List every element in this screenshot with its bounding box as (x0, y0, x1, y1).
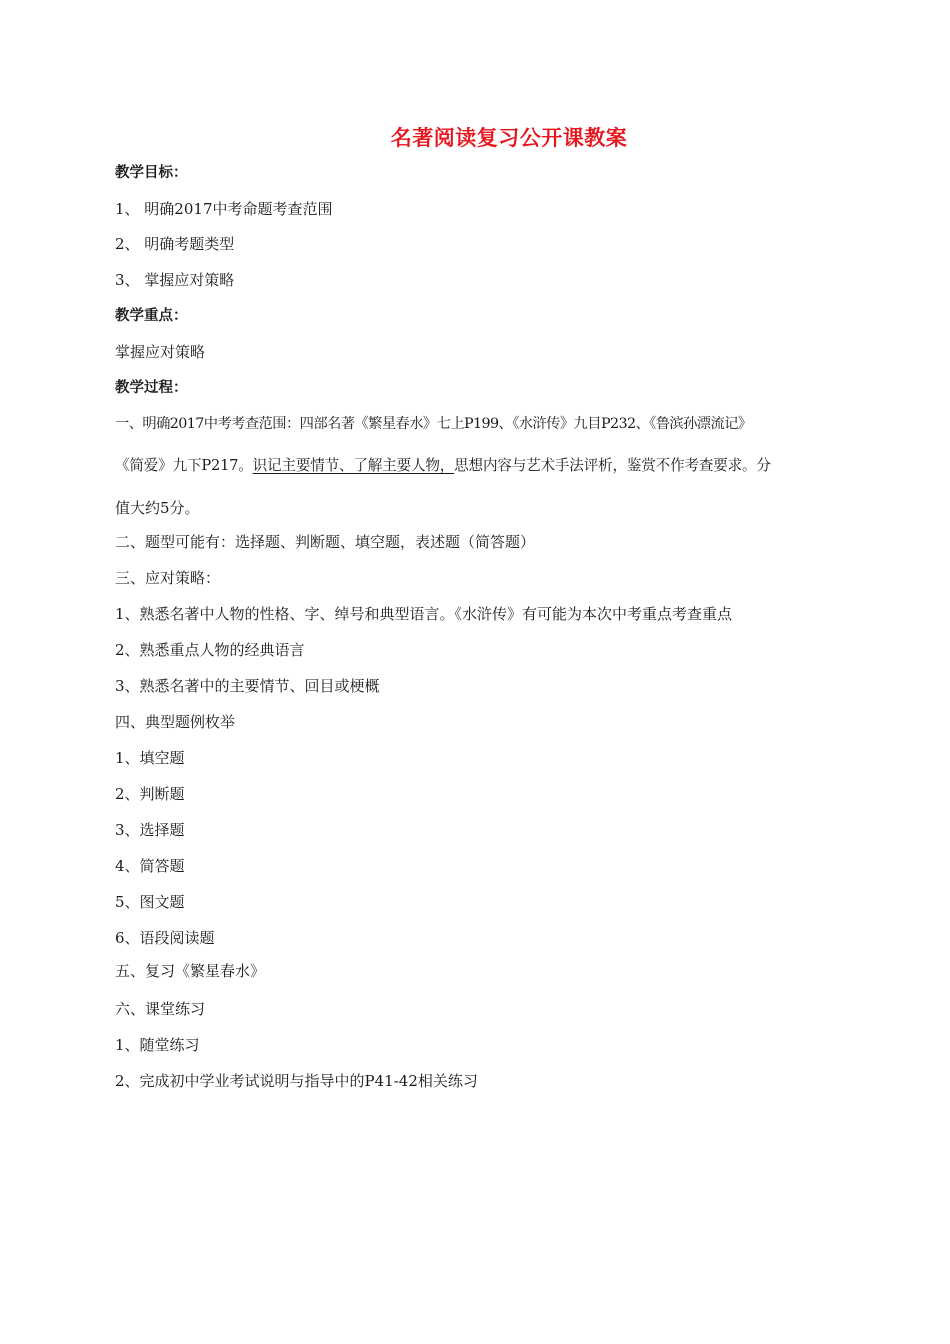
example-item-1: 1、填空题 (115, 749, 185, 767)
practice-item-1: 1、随堂练习 (115, 1036, 200, 1054)
process-paragraph-6: 六、课堂练习 (115, 1000, 206, 1018)
focus-text: 掌握应对策略 (115, 343, 206, 361)
process-paragraph-1-line-2 (115, 454, 845, 475)
strategy-item-2: 2、熟悉重点人物的经典语言 (115, 641, 305, 659)
process-paragraph-3: 三、应对策略： (115, 569, 221, 587)
objective-item-1: 1、 明确2017中考命题考查范围 (115, 200, 333, 218)
objective-item-2: 2、 明确考题类型 (115, 235, 235, 253)
process-paragraph-2: 二、题型可能有：选择题、判断题、填空题，表述题（简答题） (115, 533, 536, 551)
focus-heading: 教学重点： (115, 308, 188, 324)
objectives-heading: 教学目标： (115, 165, 188, 181)
p1-line2-underlined-text: 识记主要情节、了解主要人物， (252, 457, 455, 474)
p1-line2-text-b: 思想内容与艺术手法评析，鉴赏不作考查要求。分 (454, 457, 771, 474)
example-item-2: 2、判断题 (115, 785, 185, 803)
process-paragraph-5: 五、复习《繁星春水》 (115, 962, 266, 980)
example-item-5: 5、图文题 (115, 893, 185, 911)
strategy-item-3: 3、熟悉名著中的主要情节、回目或梗概 (115, 677, 380, 695)
practice-item-2: 2、完成初中学业考试说明与指导中的P41-42相关练习 (115, 1072, 478, 1090)
example-item-6: 6、语段阅读题 (115, 929, 215, 947)
process-paragraph-1-line-1: 一、明确2017中考考查范围：四部名著《繁星春水》七上P199、《水浒传》九目P232、《鲁滨孙漂流记》 (115, 416, 752, 432)
p1-line2-text-a: 《简爱》九下P217。 (115, 457, 253, 474)
objective-item-3: 3、 掌握应对策略 (115, 271, 235, 289)
strategy-item-1: 1、熟悉名著中人物的性格、字、绰号和典型语言。《水浒传》有可能为本次中考重点考查重点 (115, 605, 733, 623)
process-paragraph-1-line-3: 值大约5分。 (115, 499, 200, 517)
example-item-4: 4、简答题 (115, 857, 185, 875)
example-item-3: 3、选择题 (115, 821, 185, 839)
process-heading: 教学过程： (115, 380, 188, 396)
document-title: 名著阅读复习公开课教案 (390, 126, 628, 150)
process-paragraph-4: 四、典型题例枚举 (115, 713, 236, 731)
